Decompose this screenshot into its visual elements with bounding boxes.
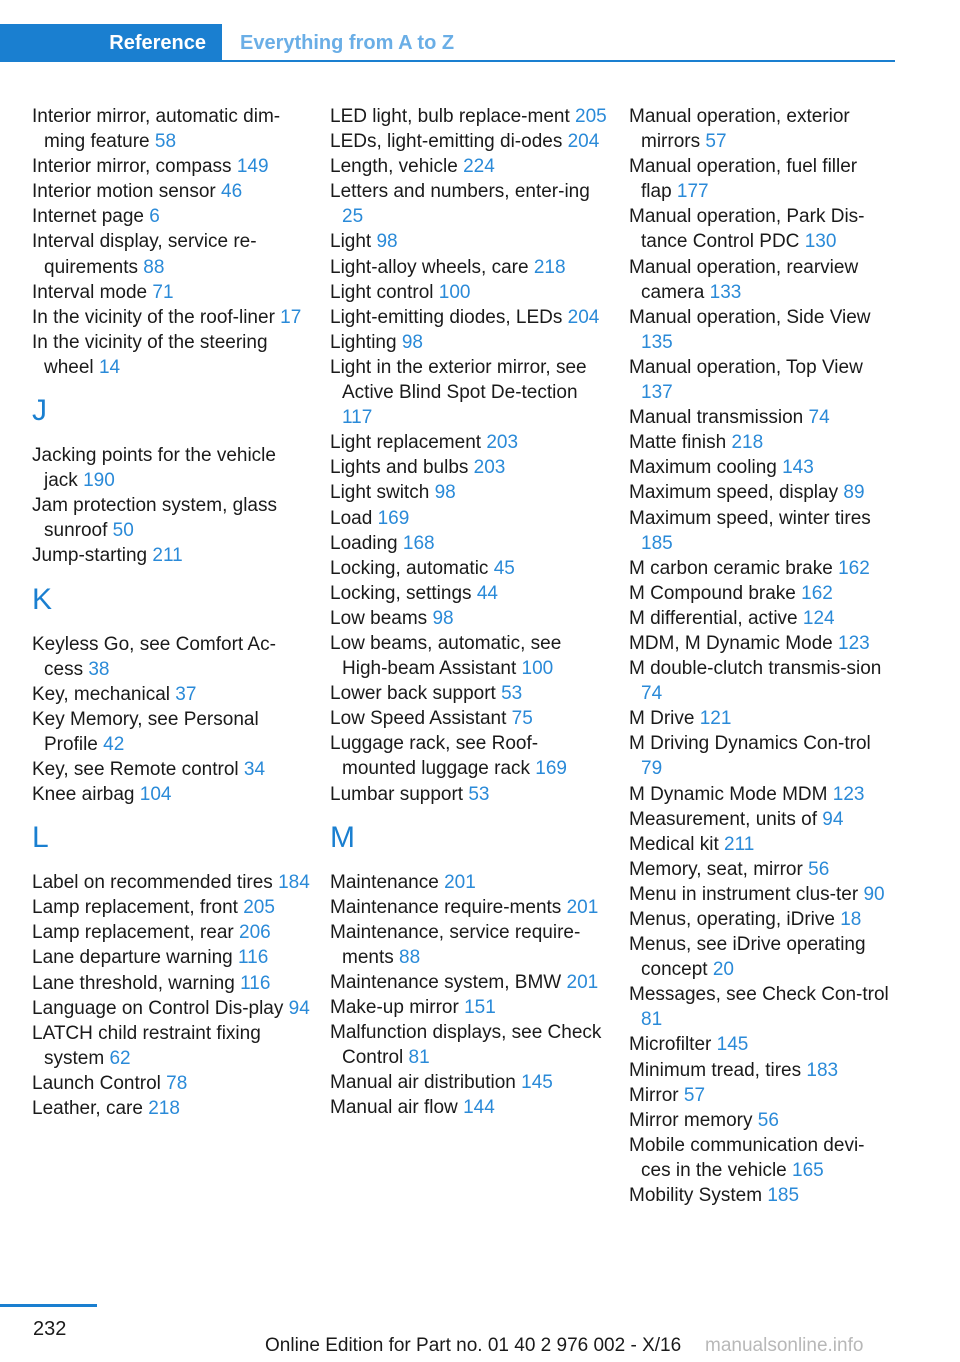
index-entry	[32, 996, 312, 1021]
index-entry	[32, 782, 312, 807]
index-page-link[interactable]: 90	[863, 883, 885, 905]
index-entry-term: Manual operation, rearview camera	[629, 256, 859, 303]
index-entry	[32, 682, 312, 707]
index-page-link[interactable]: 204	[567, 306, 600, 328]
index-entry	[330, 104, 610, 129]
index-entry	[330, 430, 610, 455]
index-page-link[interactable]: 98	[434, 482, 456, 504]
index-page-link[interactable]: 75	[511, 708, 533, 730]
index-entry-term: Maintenance require-ments	[330, 896, 562, 918]
index-entry-term: Mobility System	[629, 1185, 763, 1207]
index-page-link[interactable]: 130	[804, 231, 837, 253]
index-page-link[interactable]: 34	[243, 758, 266, 780]
index-entry-term: M differential, active	[629, 607, 798, 629]
index-entry-term: Key, mechanical	[32, 683, 170, 705]
index-entry-term: Lighting	[330, 331, 397, 353]
index-entry-term: Luggage rack, see Roof-mounted luggage rack	[330, 733, 539, 780]
index-entry	[330, 920, 610, 970]
index-entry	[32, 104, 312, 154]
index-entry-term: Lane threshold, warning	[32, 972, 235, 994]
index-page-link[interactable]: 89	[843, 482, 865, 504]
index-entry-term: Light switch	[330, 482, 430, 504]
index-entry	[330, 995, 610, 1020]
index-entry	[330, 129, 610, 154]
index-entry	[629, 405, 891, 430]
index-entry	[330, 782, 610, 807]
index-entry	[32, 543, 312, 568]
index-entry	[32, 443, 312, 493]
index-column-1	[32, 104, 312, 1121]
index-page-link[interactable]: 123	[838, 632, 870, 654]
index-entry	[330, 531, 610, 556]
index-entry	[330, 731, 610, 781]
index-page-link[interactable]: 143	[782, 457, 814, 479]
section-subtitle: Everything from A to Z	[240, 32, 455, 54]
index-page-link[interactable]: 74	[641, 683, 663, 705]
index-entry	[32, 920, 312, 945]
index-entry-term: Interval mode	[32, 281, 148, 303]
index-page-link[interactable]: 205	[575, 106, 607, 127]
index-entry-term: Manual air flow	[330, 1097, 458, 1119]
index-entry-term: M double-clutch transmis-sion	[629, 658, 882, 680]
index-entry	[629, 480, 891, 505]
index-entry-term: Manual air distribution	[330, 1072, 516, 1094]
index-entry-term: Low Speed Assistant	[330, 708, 507, 730]
index-page-link[interactable]: 151	[464, 997, 496, 1019]
index-entry	[330, 355, 610, 430]
index-entry	[629, 305, 891, 355]
index-entry	[330, 870, 610, 895]
index-entry	[32, 870, 312, 895]
index-entry	[629, 1058, 891, 1083]
index-entry	[330, 330, 610, 355]
index-page-link[interactable]: 224	[463, 156, 495, 178]
index-page-link[interactable]: 79	[641, 758, 663, 780]
index-entry-term: Knee airbag	[32, 784, 135, 806]
index-entry	[330, 970, 610, 995]
index-page-link[interactable]: 78	[166, 1072, 188, 1094]
index-entry-term: Maintenance system, BMW	[330, 972, 562, 993]
index-entry-term: Mirror memory	[629, 1109, 753, 1131]
index-entry-term: Menu in instrument clus-ter	[629, 883, 859, 905]
index-entry	[330, 1020, 610, 1070]
index-entry-term: Low beams	[330, 607, 428, 629]
index-entry-term: Jam protection system, glass sunroof	[32, 495, 277, 542]
index-entry	[32, 204, 312, 229]
index-entry-term: Messages, see Check Con-trol	[629, 984, 889, 1006]
index-entry	[330, 255, 610, 280]
index-entry-term: Interior motion sensor	[32, 181, 216, 203]
index-entry-term: LATCH child restraint fixing system	[32, 1022, 261, 1069]
index-entry	[32, 971, 312, 996]
index-page-link[interactable]: 145	[521, 1072, 553, 1094]
index-entry-term: Loading	[330, 532, 398, 554]
index-entry-term: M Dynamic Mode MDM	[629, 783, 828, 805]
index-entry-term: Menus, operating, iDrive	[629, 909, 835, 930]
index-entry-term: Microfilter	[629, 1034, 712, 1056]
index-page-link[interactable]: 133	[709, 281, 742, 303]
index-entry	[330, 154, 610, 179]
index-entry-term: Interval display, service re-quirements	[32, 231, 257, 278]
index-entry-term: Manual operation, Top View	[629, 356, 863, 378]
index-page-link[interactable]: 98	[432, 607, 454, 629]
index-entry-term: Label on recommended tires	[32, 872, 273, 894]
index-page-link[interactable]: 116	[240, 972, 271, 994]
index-page-link[interactable]: 100	[438, 281, 471, 303]
index-page-link[interactable]: 149	[236, 156, 269, 178]
index-entry-term: Make-up mirror	[330, 997, 459, 1019]
index-entry	[330, 1095, 610, 1120]
index-entry-term: Manual operation, Side View	[629, 306, 871, 328]
index-page-link[interactable]: 17	[280, 306, 302, 328]
index-entry-term: Manual operation, Park Dis-tance Control PDC	[629, 206, 865, 253]
index-page-link[interactable]: 50	[112, 520, 134, 542]
index-page-link[interactable]: 88	[399, 946, 421, 968]
index-entry-term: Measurement, units of	[629, 808, 817, 830]
index-entry-term: Length, vehicle	[330, 156, 458, 178]
index-entry	[629, 731, 891, 781]
index-entry-term: Leather, care	[32, 1098, 143, 1119]
index-entry-term: LEDs, light-emitting di-odes	[330, 131, 563, 153]
index-page-link[interactable]: 18	[840, 909, 862, 930]
index-entry	[32, 280, 312, 305]
index-entry	[629, 1133, 891, 1183]
index-letter-heading: L	[32, 821, 49, 855]
index-page-link[interactable]: 57	[683, 1084, 706, 1106]
index-page-link[interactable]: 218	[533, 256, 566, 278]
index-page-link[interactable]: 38	[88, 658, 110, 680]
index-entry-term: Language on Control Dis-play	[32, 997, 284, 1019]
index-page-link[interactable]: 100	[521, 658, 554, 680]
index-letter-heading: M	[330, 820, 355, 854]
index-page-link[interactable]: 123	[832, 783, 865, 805]
index-entry-term: Light replacement	[330, 432, 482, 454]
index-page-link[interactable]: 44	[476, 582, 498, 604]
index-entry-term: Jacking points for the vehicle jack	[32, 445, 276, 492]
index-page-link[interactable]: 211	[152, 545, 183, 567]
index-page-link[interactable]: 57	[705, 131, 727, 153]
index-entry	[629, 832, 891, 857]
watermark: manualsonline.info	[705, 1335, 864, 1356]
index-entry-term: Mirror	[629, 1084, 679, 1106]
index-entry-term: Locking, settings	[330, 582, 472, 604]
index-entry	[32, 179, 312, 204]
index-entry	[330, 895, 610, 920]
index-page-link[interactable]: 169	[377, 507, 410, 529]
index-page-link[interactable]: 53	[501, 683, 523, 705]
index-entry	[629, 104, 891, 154]
index-page-link[interactable]: 81	[641, 1009, 663, 1031]
index-page-link[interactable]: 201	[444, 871, 476, 893]
index-entry	[32, 1021, 312, 1071]
index-entry	[629, 1183, 891, 1208]
index-entry-term: Light in the exterior mirror, see Active Blind Spot De-tection	[330, 356, 587, 404]
index-entry	[32, 154, 312, 179]
index-page-link[interactable]: 94	[288, 997, 310, 1019]
index-entry-term: MDM, M Dynamic Mode	[629, 632, 833, 654]
index-page-link[interactable]: 25	[342, 206, 364, 228]
index-page-link[interactable]: 98	[376, 231, 398, 253]
index-page-link[interactable]: 204	[567, 131, 600, 153]
index-page-link[interactable]: 184	[278, 872, 310, 894]
index-page-link[interactable]: 37	[175, 683, 197, 705]
index-page-link[interactable]: 42	[103, 733, 125, 755]
index-entry	[629, 782, 891, 807]
index-entry	[629, 706, 891, 731]
index-page-link[interactable]: 56	[757, 1109, 779, 1131]
index-entry	[330, 229, 610, 254]
index-page-link[interactable]: 169	[535, 758, 567, 780]
index-entry	[32, 229, 312, 279]
index-entry	[330, 455, 610, 480]
index-entry-term: Light-alloy wheels, care	[330, 256, 529, 278]
index-entry-term: Mobile communication devi-ces in the vehicle	[629, 1134, 865, 1181]
index-entry	[629, 581, 891, 606]
index-entry-term: Internet page	[32, 206, 144, 228]
index-entry	[629, 1032, 891, 1057]
index-entry	[330, 631, 610, 681]
index-entry-term: M Compound brake	[629, 582, 796, 604]
index-entry	[32, 757, 312, 782]
index-page-link[interactable]: 218	[148, 1098, 180, 1119]
index-page-link[interactable]: 205	[243, 897, 275, 919]
index-entry-term: Key Memory, see Personal Profile	[32, 708, 259, 755]
index-entry-term: Manual operation, exterior mirrors	[629, 106, 850, 153]
index-page-link[interactable]: 201	[566, 972, 599, 993]
index-page-link[interactable]: 81	[408, 1047, 430, 1069]
index-entry-term: Interior mirror, automatic dim-ming feature	[32, 106, 281, 153]
index-page-link[interactable]: 162	[838, 557, 870, 579]
index-column-2	[330, 104, 610, 1121]
index-entry-term: Maximum speed, display	[629, 482, 839, 504]
index-letter-heading: J	[32, 394, 47, 428]
index-page-link[interactable]: 56	[808, 858, 830, 880]
index-entry	[32, 632, 312, 682]
index-page-link[interactable]: 165	[792, 1159, 824, 1181]
index-entry	[629, 807, 891, 832]
index-page-link[interactable]: 218	[731, 432, 764, 454]
index-entry-term: Key, see Remote control	[32, 758, 239, 780]
index-page-link[interactable]: 177	[676, 181, 709, 203]
index-entry-term: Keyless Go, see Comfort Ac-cess	[32, 633, 276, 680]
edition-note: Online Edition for Part no. 01 40 2 976 002 - X/16	[265, 1335, 682, 1356]
index-entry-term: Lamp replacement, front	[32, 897, 238, 919]
index-entry	[629, 631, 891, 656]
index-page-link[interactable]: 203	[486, 432, 519, 454]
index-page-link[interactable]: 211	[724, 833, 755, 855]
index-page-link[interactable]: 185	[641, 532, 673, 554]
index-entry-term: LED light, bulb replace-ment	[330, 106, 570, 127]
index-entry	[629, 857, 891, 882]
index-page-link[interactable]: 62	[109, 1047, 131, 1069]
index-entry-term: Maximum cooling	[629, 457, 777, 479]
index-entry	[32, 330, 312, 380]
index-column-3	[629, 104, 891, 1208]
index-entry	[32, 945, 312, 970]
index-entry-term: Jump-starting	[32, 545, 148, 567]
index-page-link[interactable]: 183	[806, 1059, 839, 1081]
index-page-link[interactable]: 104	[139, 784, 172, 806]
index-entry	[629, 656, 891, 706]
index-entry-term: Menus, see iDrive operating concept	[629, 934, 866, 981]
index-entry	[330, 681, 610, 706]
index-entry-term: Malfunction displays, see Check Control	[330, 1022, 602, 1069]
index-entry	[629, 506, 891, 556]
index-entry	[629, 932, 891, 982]
index-page-link[interactable]: 71	[152, 281, 174, 303]
index-entry-term: Lane departure warning	[32, 947, 233, 969]
index-page-link[interactable]: 190	[83, 470, 115, 492]
index-entry-term: M Drive	[629, 708, 695, 730]
index-entry-term: Maximum speed, winter tires	[629, 507, 871, 529]
index-entry-term: M Driving Dynamics Con-trol	[629, 733, 871, 755]
index-entry-term: Light	[330, 231, 372, 253]
index-entry-term: In the vicinity of the steering wheel	[32, 331, 268, 378]
index-page-link[interactable]: 6	[149, 206, 160, 228]
index-entry	[629, 882, 891, 907]
index-page-link[interactable]: 45	[493, 557, 515, 579]
index-entry-term: Load	[330, 507, 373, 529]
index-page-link[interactable]: 168	[402, 532, 435, 554]
index-entry-term: Letters and numbers, enter-ing	[330, 181, 590, 203]
index-entry-term: Matte finish	[629, 432, 727, 454]
index-page-link[interactable]: 117	[342, 407, 373, 429]
header-rule	[222, 60, 895, 62]
index-page-link[interactable]: 74	[808, 407, 830, 429]
index-page-link[interactable]: 162	[801, 582, 833, 604]
index-entry	[330, 280, 610, 305]
index-entry-term: In the vicinity of the roof-liner	[32, 306, 275, 328]
section-tab[interactable]: Reference	[0, 24, 222, 62]
index-entry	[629, 606, 891, 631]
index-page-link[interactable]: 121	[699, 708, 732, 730]
index-entry-term: Lower back support	[330, 683, 496, 705]
index-entry	[629, 455, 891, 480]
index-entry-term: M carbon ceramic brake	[629, 557, 833, 579]
index-entry-term: Maintenance	[330, 871, 439, 893]
index-page-link[interactable]: 46	[221, 181, 243, 203]
index-entry-term: Minimum tread, tires	[629, 1059, 802, 1081]
index-entry-term: Launch Control	[32, 1072, 161, 1094]
index-page-link[interactable]: 145	[716, 1034, 749, 1056]
index-entry-term: Lumbar support	[330, 783, 464, 805]
index-entry	[629, 556, 891, 581]
index-entry-term: Manual transmission	[629, 407, 804, 429]
index-page-link[interactable]: 98	[401, 331, 423, 353]
index-page-link[interactable]: 137	[641, 382, 673, 404]
index-page-link[interactable]: 201	[566, 896, 599, 918]
index-entry	[330, 480, 610, 505]
index-entry	[330, 305, 610, 330]
index-entry	[32, 493, 312, 543]
index-page-link[interactable]: 135	[641, 331, 673, 353]
index-page-link[interactable]: 20	[712, 959, 734, 981]
index-entry	[629, 1083, 891, 1108]
index-entry	[330, 581, 610, 606]
index-entry	[629, 255, 891, 305]
index-entry-term: Lights and bulbs	[330, 457, 469, 479]
index-entry	[32, 305, 312, 330]
index-page-link[interactable]: 144	[463, 1097, 495, 1119]
index-page-link[interactable]: 94	[822, 808, 844, 830]
index-page-link[interactable]: 185	[767, 1185, 800, 1207]
index-entry	[629, 907, 891, 932]
index-page-link[interactable]: 203	[473, 457, 506, 479]
index-entry	[629, 982, 891, 1032]
index-entry	[32, 1071, 312, 1096]
index-page-link[interactable]: 88	[143, 256, 165, 278]
footer-rule	[0, 1304, 97, 1307]
index-entry-term: Medical kit	[629, 833, 719, 855]
index-entry	[330, 1070, 610, 1095]
index-entry	[629, 154, 891, 204]
index-entry-term: Light-emitting diodes, LEDs	[330, 306, 563, 328]
index-entry	[32, 895, 312, 920]
index-entry-term: Low beams, automatic, see High-beam Assistant	[330, 632, 562, 680]
index-page-link[interactable]: 58	[154, 131, 177, 153]
index-entry	[629, 204, 891, 254]
index-entry-term: Lamp replacement, rear	[32, 922, 234, 944]
index-entry-term: Maintenance, service require-ments	[330, 921, 581, 968]
index-entry-term: Interior mirror, compass	[32, 156, 232, 178]
index-entry	[330, 179, 610, 229]
index-page-link[interactable]: 14	[98, 356, 121, 378]
index-page-link[interactable]: 116	[237, 947, 269, 969]
page-number: 232	[33, 1318, 67, 1340]
index-entry-term: Memory, seat, mirror	[629, 858, 803, 880]
index-entry-term: Light control	[330, 281, 434, 303]
index-entry	[330, 556, 610, 581]
index-letter-heading: K	[32, 582, 53, 616]
index-page-link[interactable]: 53	[468, 783, 490, 805]
index-entry	[32, 707, 312, 757]
index-entry	[32, 1096, 312, 1121]
index-entry	[330, 506, 610, 531]
index-entry-term: Locking, automatic	[330, 557, 489, 579]
index-entry	[629, 430, 891, 455]
index-entry-term: Manual operation, fuel filler flap	[629, 156, 858, 203]
index-entry	[629, 355, 891, 405]
index-page-link[interactable]: 124	[802, 607, 835, 629]
page-header	[0, 24, 895, 62]
index-entry	[629, 1108, 891, 1133]
index-entry	[330, 606, 610, 631]
index-entry	[330, 706, 610, 731]
index-page-link[interactable]: 206	[239, 922, 271, 944]
